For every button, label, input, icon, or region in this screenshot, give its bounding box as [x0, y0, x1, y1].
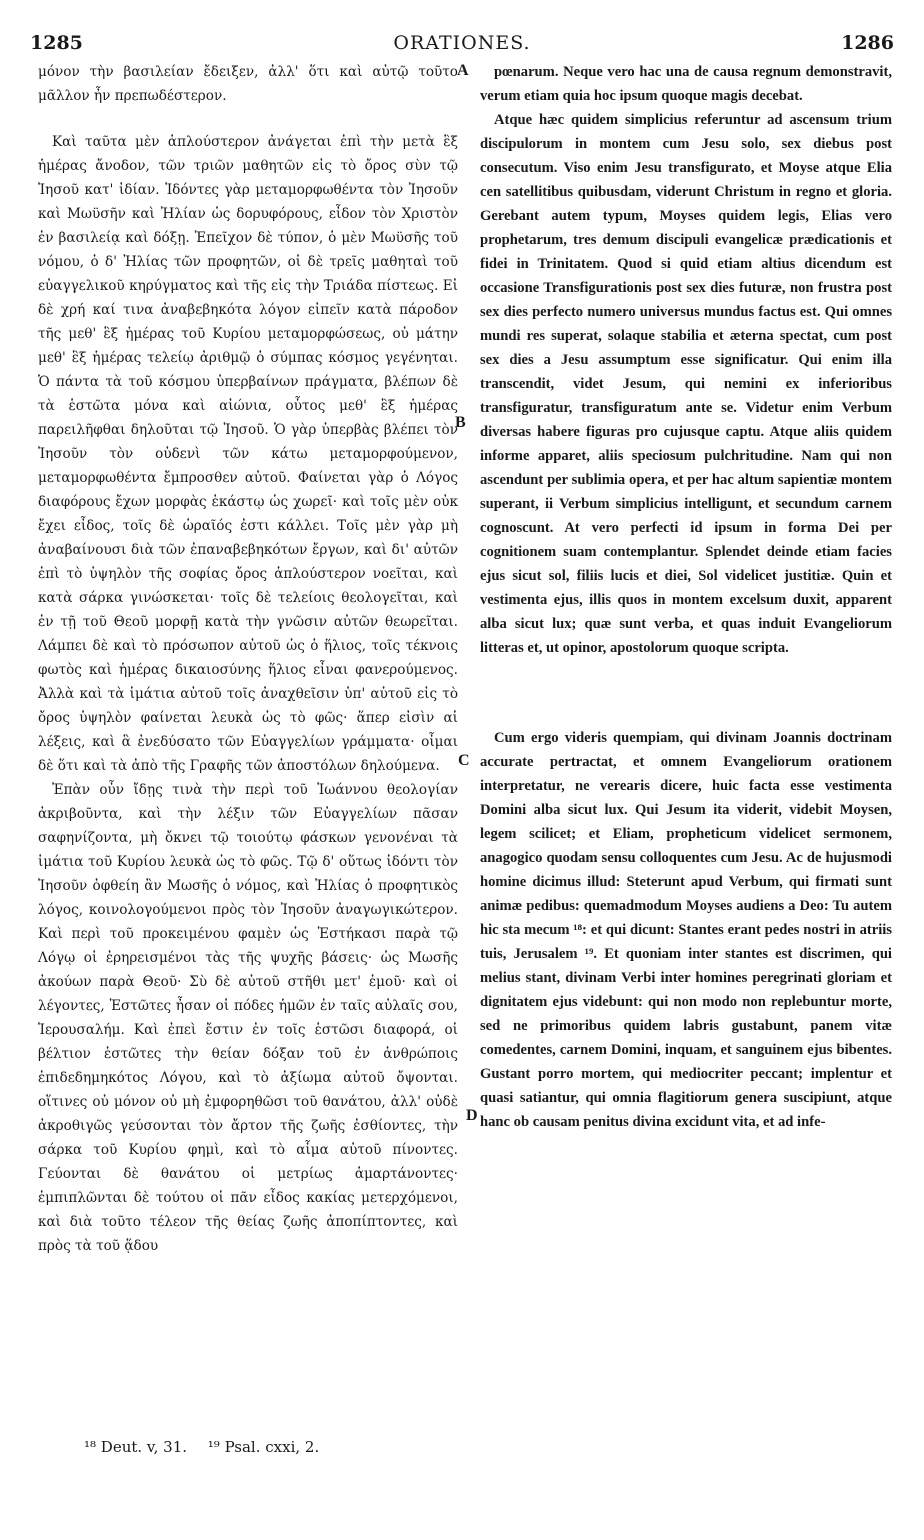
- page-number-left: 1285: [30, 32, 83, 54]
- margin-letter-a: A: [457, 62, 469, 79]
- page-number-right: 1286: [841, 32, 894, 54]
- latin-paragraph-2: Atque hæc quidem simplicius referuntur ad ascensum trium discipulorum in montem cum Jesu solo, sex diebus post consecutum. Viso enim Jesu transfigurato, et Moyse atque Elia cen satellitibus quibusdam, viderunt Christum in regno et gloria. Gerebant autem typum, Moyses quidem legis, Elias vero prophetarum, tres demum discipuli evangelicæ prædicationis et fidei in Trinitatem. Quod si quid etiam altius dicendum est occasione Transfigurationis post sex dies futuræ, non frustra post sex dies perfecto numero universus mundus factus est. Qui omnes mundi res superat, solaque stabilia et æterna spectat, cum post sex dies a Jesu assumptum esse significatur. Qui enim illa transcendit, videt Jesum, qui nemini ex inferioribus transfiguratur, transfiguratum ante se. Videtur enim Verbum diversas habere figuras pro cujusque captu. Atque aliis quidem informe apparet, aliis speciosum pulchritudine. Nam qui non ascendunt per sublimia opera, et per hac altum sapientiæ montem superant, ii Verbum simplicius intelligunt, et secundum carnem cognoscunt. At vero perfecti id ipsum in forma Dei per cognitionem suam contemplantur. Splendet deinde etiam facies ejus sicut sol, filiis lucis et diei, Sol videlicet justitiæ. Quin et vestimenta ejus, illis quos in montem excelsum duxit, apparent alba sicut lux; quæ sunt verba, et quas induit Evangeliorum litteras et, ut opinor, apostolorum quoque scripta.: [480, 112, 892, 656]
- footnote-18: ¹⁸ Deut. v, 31.: [84, 1438, 188, 1456]
- footnotes: [84, 1438, 335, 1456]
- running-title: ORATIONES.: [393, 32, 531, 54]
- latin-paragraph-1: pœnarum. Neque vero hac una de causa regnum demonstravit, verum etiam quia hoc ipsum quoque magis decebat.: [480, 64, 892, 104]
- greek-paragraph-2: Καὶ ταῦτα μὲν ἁπλούστερον ἀνάγεται ἐπὶ τὴν μετὰ ἓξ ἡμέρας ἄνοδον, τῶν τριῶν μαθητῶν εἰς τὸ ὄρος σὺν τῷ Ἰησοῦ κατ' ἰδίαν. Ἰδόντες γὰρ μεταμορφωθέντα τὸν Ἰησοῦν καὶ Μωϋσῆν καὶ Ἠλίαν ὡς δορυφόρους, εἶδον τὸν Χριστὸν ἐν βασιλείᾳ καὶ δόξῃ. Ἐπεῖχον δὲ τύπον, ὁ μὲν Μωϋσῆς τοῦ νόμου, ὁ δ' Ἠλίας τῶν προφητῶν, οἱ δὲ τρεῖς μαθηταὶ τοῦ εὐαγγελικοῦ κηρύγματος καὶ τῆς εἰς τὴν Τριάδα πίστεως. Εἰ δὲ χρή καί τινα ἀναβεβηκότα λόγον εἰπεῖν κατὰ πάροδον τῆς μεθ' ἓξ ἡμέρας τοῦ Κυρίου μεταμορφώσεως, οὐ μάτην μεθ' ἓξ ἡμέρας τελείῳ ἀριθμῷ ὁ σύμπας κόσμος γεγένηται. Ὁ πάντα τὰ τοῦ κόσμου ὑπερβαίνων πράγματα, βλέπων δὲ τὰ ἑστῶτα μόνα καὶ αἰώνια, οὗτος μεθ' ἓξ ἡμέρας παρειλῆφθαι δηλοῦται τῷ Ἰησοῦ. Ὁ γὰρ ὑπερβὰς βλέπει τὸν Ἰησοῦν τὸν οὐδενὶ τῶν κάτω μεταμορφούμενον, μεταμορφωθέντα ἔμπροσθεν αὐτοῦ. Φαίνεται γὰρ ὁ Λόγος διαφόρους ἔχων μορφὰς ἑκάστῳ ὡς χωρεῖ· καὶ τοῖς μὲν οὐκ ἔχει εἶδος, τοῖς δὲ ὡραῖός ἐστι κάλλει. Τοῖς μὲν γὰρ μὴ ἀναβαίνουσι διὰ τῶν ἐπαναβεβηκότων ἔργων, καὶ δι' αὐτῶν ἐπὶ τὸ ὑψηλὸν τῆς σοφίας ὄρος ἁπλούστερον νοεῖται, καὶ κατὰ σάρκα γινώσκεται· τοῖς δὲ τελείοις θεολογεῖται, καὶ ἐν τῇ τοῦ Θεοῦ μορφῇ κατὰ τὴν γνῶσιν αὐτῶν θεωρεῖται. Λάμπει δὲ καὶ τὸ πρόσωπον αὐτοῦ ὡς ὁ ἥλιος, τοῖς τέκνοις φωτὸς καὶ ἡμέρας δικαιοσύνης ἥλιος εἶναι φανερούμενος. Ἀλλὰ καὶ τὰ ἱμάτια αὐτοῦ τοῖς ἀναχθεῖσιν ὑπ' αὐτοῦ εἰς τὸ ὄρος ὑψηλὸν φαίνεται λευκὰ ὡς τὸ φῶς· ἅπερ εἰσὶν αἱ λέξεις, καὶ ἃ ἐνεδύσατο τῶν Εὐαγγελίων γράμματα· οἶμαι δὲ ὅτι καὶ τὰ ἀπὸ τῆς Γραφῆς τῶν ἀποστόλων δηλούμενα.: [38, 134, 458, 774]
- margin-letter-c: C: [458, 752, 470, 769]
- greek-paragraph-3: Ἐπὰν οὖν ἴδῃς τινὰ τὴν περὶ τοῦ Ἰωάννου θεολογίαν ἀκριβοῦντα, καὶ τὴν λέξιν τῶν Εὐαγγελίων πᾶσαν σαφηνίζοντα, μὴ ὄκνει τῷ τοιούτῳ φάσκων γενονέναι τὰ ἱμάτια τοῦ Κυρίου λευκὰ ὡς τὸ φῶς. Τῷ δ' οὕτως ἰδόντι τὸν Ἰησοῦν ὀφθείη ἂν Μωσῆς ὁ νόμος, καὶ Ἠλίας ὁ προφητικὸς λόγος, κοινολογούμενοι πρὸς τὸν Ἰησοῦν ἀναγωγικώτερον. Καὶ περὶ τοῦ προκειμένου φαμὲν ὡς Ἑστήκασι παρὰ τῷ Λόγῳ οἱ ἐρηρεισμένοι τὰς τῆς ψυχῆς βάσεις· ὡς Μωσῆς ἀκούων παρὰ Θεοῦ· Σὺ δὲ αὐτοῦ στῆθι μετ' ἐμοῦ· καὶ οἱ λέγοντες, Ἑστῶτες ἦσαν οἱ πόδες ἡμῶν ἐν ταῖς αὐλαῖς σου, Ἱερουσαλήμ. Καὶ ἐπεὶ ἔστιν ἐν τοῖς ἑστῶσι διαφορά, οἱ βέλτιον ἑστῶτες τὴν θείαν δόξαν τοῦ ἐν ἀνθρώποις ἐπιδεδημηκότος Λόγου, καὶ τὸ ἀξίωμα αὐτοῦ ὄψονται. οἵτινες οὐ μόνον οὐ μὴ ἐμφορηθῶσι τοῦ θανάτου, ἀλλ' οὐδὲ ἀκροθιγῶς γεύσονται τὸν ἄρτον τῆς ζωῆς ἐσθίοντες, τὴν σάρκα τοῦ Κυρίου φημὶ, καὶ τὸ αἷμα αὐτοῦ πίνοντες. Γεύονται δὲ θανάτου οἱ μετρίως ἁμαρτάνοντες· ἐμπιπλῶνται δὲ τούτου οἱ πᾶν εἶδος κακίας μετερχόμενοι, καὶ διὰ τοῦτο τέλεον τῆς θείας ζωῆς ἀποπίπτοντες, καὶ πρὸς τὰ τοῦ ᾅδου: [38, 782, 458, 1254]
- greek-column: [38, 60, 458, 1258]
- latin-paragraph-3: Cum ergo videris quempiam, qui divinam Joannis doctrinam accurate pertractat, et omnem Evangeliorum orationem interpretatur, ne verearis dicere, huic facta esse vestimenta Domini alba sicut lux. Qui Jesum ita viderit, videbit Moysen, legem scilicet; et Eliam, propheticum videlicet sermonem, anagogico quodam sensu colloquentes cum Jesu. Ac de hujusmodi homine dicimus illud: Steterunt apud Verbum, qui firmati sunt animæ pedibus: quemadmodum Moyses audiens a Deo: Tu autem hic sta mecum ¹⁸: et qui dicunt: Stantes erant pedes nostri in atriis tuis, Jerusalem ¹⁹. Et quoniam inter stantes est discrimen, qui melius stant, divinam Verbi inter homines peregrinati gloriam et dignitatem ejus videbunt: qui non modo non replebuntur morte, sed ne primoribus quidem labris gustabunt, panem vitæ comedentes, carnem Domini, inquam, et sanguinem ejus bibentes. Gustant porro mortem, qui mediocriter peccant; implentur et quasi satiantur, qui omnia flagitiorum genera suscipiunt, atque hanc ob causam penitus divina excidunt vita, et ad infe-: [480, 730, 892, 1130]
- footnote-19: ¹⁹ Psal. cxxi, 2.: [207, 1438, 320, 1456]
- greek-paragraph-1: μόνον τὴν βασιλείαν ἔδειξεν, ἀλλ' ὅτι καὶ αὐτῷ τοῦτο μᾶλλον ἦν πρεπωδέστερον.: [38, 64, 458, 104]
- latin-column: [480, 60, 892, 1134]
- margin-letter-d: D: [466, 1107, 478, 1124]
- margin-letter-b: B: [455, 414, 466, 431]
